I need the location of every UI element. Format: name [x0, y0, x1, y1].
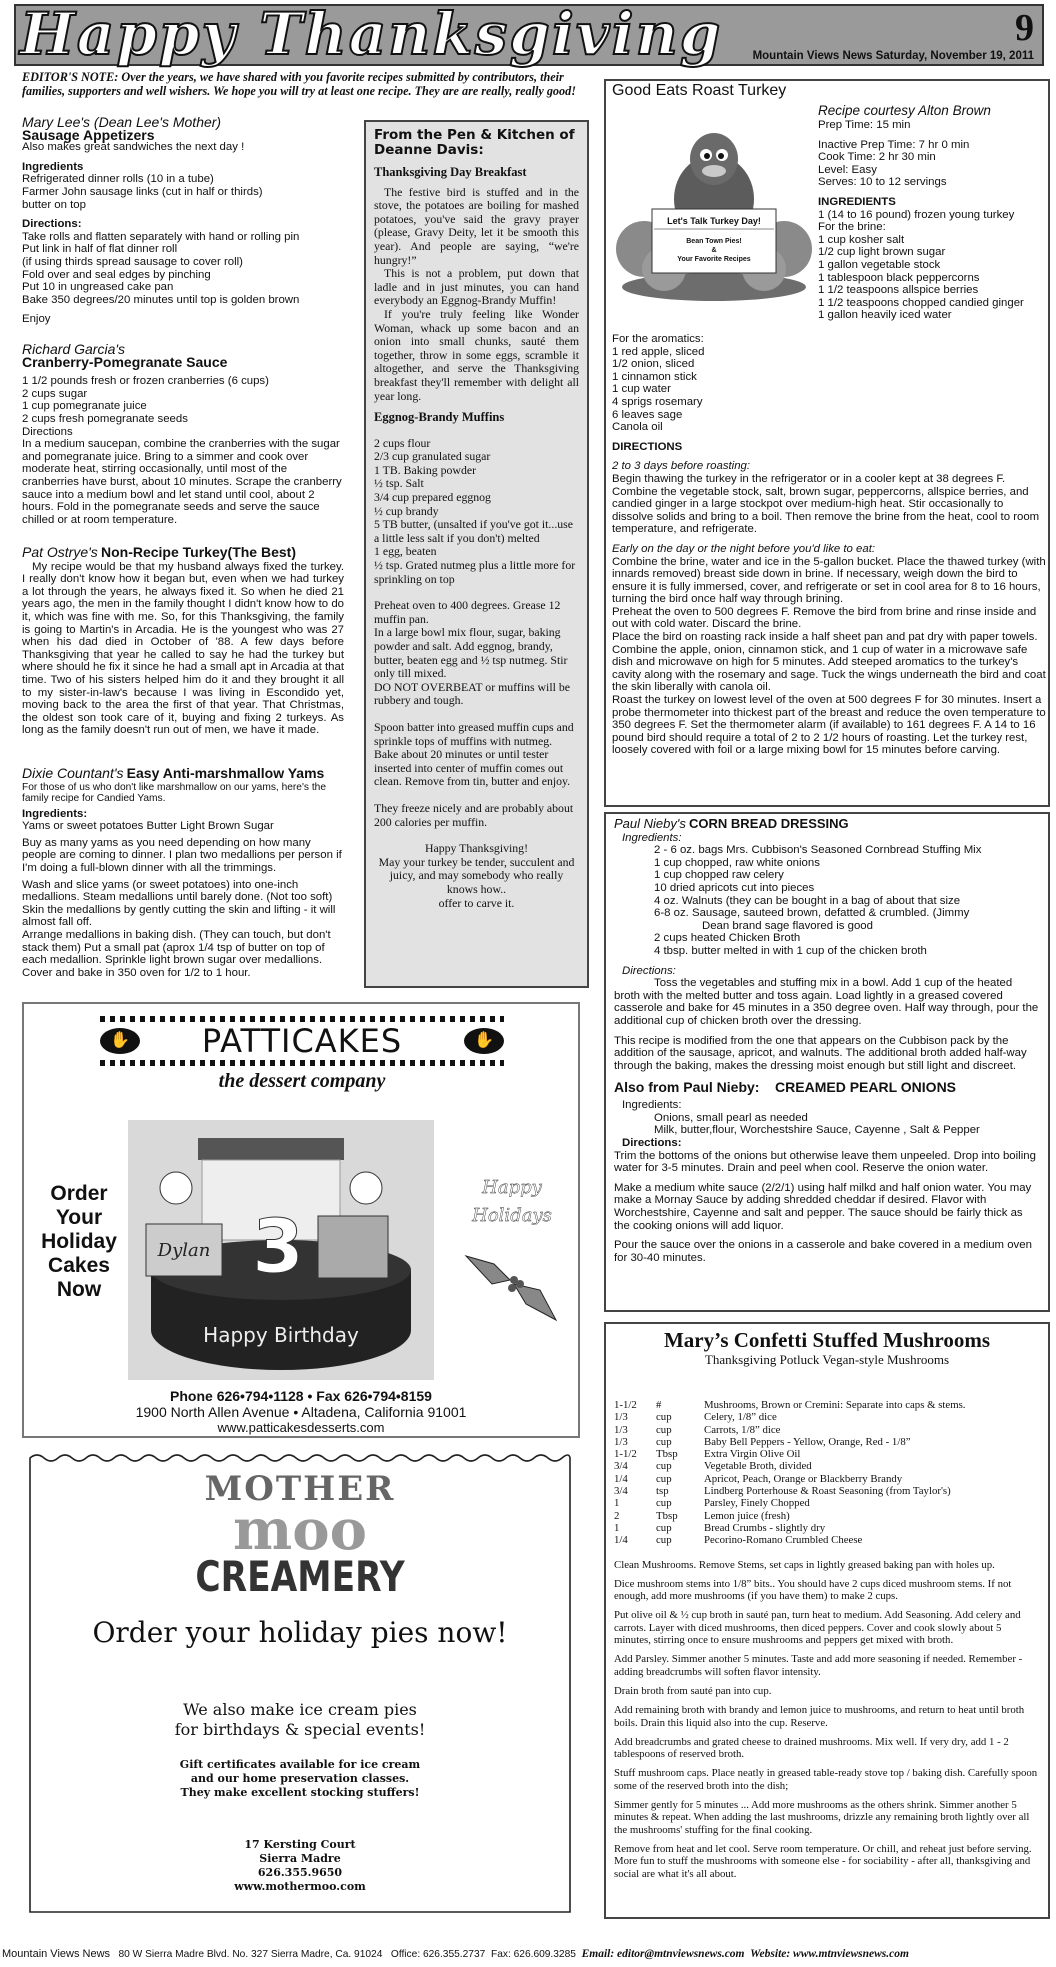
direction: (if using thirds spread sausage to cover roll): [22, 255, 243, 268]
aromatic: 1 red apple, sliced: [612, 345, 705, 358]
ingredient: 4 tbsp. butter melted in with 1 cup of the chicken broth: [654, 944, 927, 957]
unit: cup: [656, 1423, 672, 1436]
ingredient: 1 gallon heavily iced water: [818, 309, 952, 322]
address: 1900 North Allen Avenue • Altadena, California 91001: [135, 1404, 467, 1420]
ingredient: 1 egg, beaten: [374, 544, 437, 559]
hand-icon: ✋: [464, 1028, 504, 1054]
masthead: [14, 0, 1044, 68]
unit: cup: [656, 1411, 672, 1424]
recipe-title: CORN BREAD DRESSING: [689, 816, 849, 831]
quantity: 1/3: [614, 1435, 628, 1448]
ingredient: 1 cup kosher salt: [818, 233, 905, 246]
step: Remove from heat and let cool. Serve room temperature. Or chill, and reheat just before serving. More fun to stuff the mushrooms with someone else - for sociability - after all, thanksgiving and social are what it's all about.: [614, 1842, 1032, 1880]
ingredient-row: [614, 1448, 1040, 1460]
unit: cup: [656, 1521, 672, 1534]
recipe-title: Cranberry-Pomegranate Sauce: [22, 353, 228, 370]
closing-line: Happy Thanksgiving!: [425, 841, 528, 856]
ingredient: 1 (14 to 16 pound) frozen young turkey: [818, 208, 1015, 221]
ingredient: 2 cups flour: [374, 435, 431, 450]
direction: Put link in half of flat dinner roll: [22, 243, 178, 256]
quantity: 1/4: [614, 1534, 628, 1547]
ingredient-table: [614, 1399, 1040, 1547]
subhead: We also make ice cream pies for birthdays & special events!: [174, 1700, 426, 1739]
quantity: 1/3: [614, 1411, 628, 1424]
quantity: 1-1/2: [614, 1448, 637, 1461]
ingredient: Milk, butter,flour, Worchestshire Sauce, Cayenne , Salt & Pepper: [654, 1124, 980, 1137]
ingredients-label: Ingredients:: [622, 1099, 682, 1112]
ingredients-label: Ingredients:: [22, 807, 88, 820]
website-link[interactable]: www.patticakesdesserts.com: [217, 1420, 385, 1435]
footer-fax: Fax: 626.609.3285: [490, 1949, 576, 1960]
ingredient: 10 dried apricots cut into pieces: [654, 881, 815, 894]
yams-recipe: [22, 767, 344, 979]
deanne-davis-box: [364, 120, 589, 988]
ingredient: Dean brand sage flavored is good: [702, 919, 873, 932]
paragraph: This is not a problem, put down that ladle and in just minutes, you can hand everybody an Eggnog-Brandy Muffin!: [374, 266, 579, 308]
ingredient-name: Lemon juice (fresh): [704, 1509, 790, 1522]
happy-holidays-script: Happy Holidays: [472, 1177, 552, 1226]
quantity: 1: [614, 1497, 620, 1510]
ingredient: 3/4 cup prepared eggnog: [374, 490, 491, 505]
svg-text:Bean Town Pies!: Bean Town Pies!: [686, 238, 742, 245]
ingredient: For the brine:: [818, 221, 886, 234]
step: Place the bird on roasting rack inside a half sheet pan and pat dry with paper towels.: [612, 631, 1038, 644]
recipe-title: CREAMED PEARL ONIONS: [775, 1079, 957, 1096]
quantity: 1/4: [614, 1472, 628, 1485]
phone-fax: Phone 626•794•1128 • Fax 626•794•8159: [170, 1388, 432, 1404]
turkey-icon: [614, 109, 814, 309]
quantity: 3/4: [614, 1460, 628, 1473]
turkey-cartoon-image: [614, 109, 814, 309]
page-number: 9: [1015, 7, 1034, 49]
meta-line: Serves: 10 to 12 servings: [818, 176, 947, 189]
ingredient: 2/3 cup granulated sugar: [374, 449, 491, 464]
recipe-author: Pat Ostrye's: [22, 544, 98, 560]
story-text: My recipe would be that my husband always fixed the turkey. I really don't know how it began but, even when we had turkey a lot through the years, he always fixed it. So when he died 21 years ago, the men in the family thought I didn't know how to do it, which was fine with me. So, for this Thanksgiving, the family is going to Martin's in Arcadia. He is the youngest who was 27 when his dad died in October of '88. A few days before Thanksgiving that year he called to say he had the turkey but where should he fix it since he had a small apt in Arcadia at that time. Two of his sisters helped him do it and they brought it all to my sister-in-law's because I was living in Escondido yet, moving back to the area the first of that year. That Christmas, the oldest son took care of it, buying and fixing 2 turkeys. As long as the family doesn't run out of men, we have it made.: [22, 560, 344, 737]
directions-label: Directions: [22, 425, 73, 438]
svg-text:Your Favorite Recipes: Your Favorite Recipes: [677, 256, 751, 263]
ingredients-label: Ingredients: [22, 160, 84, 173]
ingredient-name: Extra Virgin Olive Oil: [704, 1448, 801, 1461]
recipe-title: Non-Recipe Turkey(The Best): [100, 544, 296, 560]
step: Roast the turkey on lowest level of the oven at 500 degrees F for 30 minutes. Insert a probe thermometer into thickest part of the breast and reduce the oven temperature to 350 degrees F. Set the thermometer alarm (if available) to 161 degrees F. A 14 to 16 pound bird should require a total of 2 to 2 1/2 hours of roasting. Let the turkey rest, loosely covered with foil or a large mixing bowl for 15 minutes before carving.: [612, 694, 1046, 757]
recipe-author: Richard Garcia's: [22, 341, 126, 357]
ingredient: 1 1/2 teaspoons chopped candied ginger: [818, 296, 1024, 309]
footer: [0, 1948, 1056, 1960]
svg-text:Dylan: Dylan: [157, 1240, 211, 1261]
website-link[interactable]: www.mtnviewsnews.com: [793, 1948, 909, 1960]
unit: cup: [656, 1460, 672, 1473]
ingredient-name: Mushrooms, Brown or Cremini: Separate into caps & stems.: [704, 1399, 966, 1411]
prep-time: Prep Time: 15 min: [818, 119, 911, 131]
website-label: Website:: [750, 1948, 791, 1960]
step-label: 2 to 3 days before roasting:: [612, 460, 751, 473]
heading-from: Also from Paul Nieby:: [614, 1079, 760, 1096]
closing-line: offer to carve it.: [438, 895, 515, 910]
paragraph: The festive bird is stuffed and in the stove, the potatoes are boiling for mashed potatoes, you've said the gravy prayer (please, Gravy Deity, let it be smooth this year). And people are saying, “we're hungry!”: [374, 184, 579, 267]
ingredient-name: Parsley, Finely Chopped: [704, 1497, 810, 1510]
sausage-recipe: [22, 116, 344, 326]
step: Simmer gently for 5 minutes ... Add more mushrooms as the others shrink. Simmer another 5 minutes & repeat. When adding the last mushrooms, drizzle any remaining broth lightly over all the mushrooms' stuffing for the final cooking.: [614, 1799, 1030, 1836]
order-cakes-text: Order Your Holiday Cakes Now: [41, 1182, 117, 1301]
nonrecipe-turkey: [22, 546, 344, 737]
recipe-intro: For those of us who don't like marshmallow on our yams, here's the family recipe for Candied Yams.: [22, 781, 326, 804]
footer-address: 80 W Sierra Madre Blvd. No. 327 Sierra Madre, Ca. 91024: [118, 1949, 383, 1960]
tagline: the dessert company: [218, 1070, 386, 1092]
ingredient-row: [614, 1473, 1040, 1485]
paragraph: Buy as many yams as you need depending on how many people are coming to dinner. I plan two medallions per person if I'm doing a full-blown dinner with all the trimmings.: [22, 836, 342, 874]
paragraph: Pour the sauce over the onions in a casserole and bake covered in a medium oven for 30-40 minutes.: [614, 1239, 1032, 1264]
unit: cup: [656, 1497, 672, 1510]
direction: Bake 350 degrees/20 minutes until top is golden brown: [22, 293, 300, 306]
svg-text:Let's Talk Turkey Day!: Let's Talk Turkey Day!: [667, 216, 761, 226]
aromatic: For the aromatics:: [612, 333, 704, 345]
ingredient: 2 cups sugar: [22, 387, 88, 400]
ingredients-label: Ingredients:: [622, 831, 682, 844]
directions-text: Toss the vegetables and stuffing mix in a bowl. Add 1 cup of the heated broth with the melted butter and toss again. Load lightly in a greased covered casserole and bake for 45 minutes in a 350 degree oven. Half way through, pour the additional cup of chicken broth over the dressing.: [614, 977, 1039, 1027]
aromatic: 4 sprigs rosemary: [612, 395, 703, 408]
ingredient: 5 TB butter, (unsalted if you've got it...use a little less salt if you don't) melted: [374, 517, 574, 545]
recipe-title: Mary’s Confetti Stuffed Mushrooms: [663, 1328, 991, 1352]
recipe-courtesy: Recipe courtesy Alton Brown: [818, 103, 991, 118]
step: They freeze nicely and are probably about 200 calories per muffin.: [374, 800, 574, 829]
ingredient-name: Bread Crumbs - slightly dry: [704, 1521, 826, 1534]
ingredient: Refrigerated dinner rolls (10 in a tube): [22, 173, 214, 186]
directions-label: Directions:: [622, 1137, 682, 1150]
aromatic: 1/2 onion, sliced: [612, 358, 695, 371]
ingredient-row: [614, 1399, 1040, 1411]
aromatic: 1 cinnamon stick: [612, 370, 697, 383]
stuffed-mushrooms-box: [604, 1322, 1050, 1919]
ingredients-label: INGREDIENTS: [818, 195, 896, 208]
ingredient-name: Lindberg Porterhouse & Roast Seasoning (from Taylor's): [704, 1485, 951, 1498]
ingredient: ½ tsp. Salt: [374, 476, 424, 491]
hand-icon: ✋: [100, 1028, 140, 1054]
breakfast-title: Thanksgiving Day Breakfast: [374, 165, 527, 179]
ingredient: 2 cups heated Chicken Broth: [654, 932, 801, 945]
step: Combine the brine, water and ice in the 5-gallon bucket. Place the thawed turkey (with innards removed) breast side down in brine. If necessary, weigh down the bird to ensure it is fully immersed, cover, and refrigerate or set in cool area for 8 to 16 hours, turning the bird once half way through brining.: [612, 555, 1046, 606]
ingredient-name: Carrots, 1/8” dice: [704, 1423, 781, 1436]
editor-note: EDITOR'S NOTE: Over the years, we have shared with you favorite recipes submitted by contributors, their families, supporters and well wishers. We hope you will try at least one recipe. They are are really, really good!: [22, 70, 576, 98]
step: Put olive oil & ½ cup broth in sauté pan, turn heat to medium. Add Seasoning. Add celery and carrots. Layer with diced mushrooms, then diced peppers. Cover and cook slowly about 5 minutes, stirring once to ensure mushrooms and peppers get mixed with broth.: [614, 1609, 1021, 1647]
step: Drain broth from sauté pan into cup.: [614, 1684, 772, 1697]
paper-name: Mountain Views News: [2, 1948, 111, 1960]
unit: tsp: [656, 1485, 669, 1498]
unit: #: [656, 1399, 662, 1411]
unit: cup: [656, 1472, 672, 1485]
ingredient-row: [614, 1510, 1040, 1522]
birthday-cake-photo: [128, 1120, 434, 1380]
direction: Put 10 in ungreased cake pan: [22, 281, 174, 294]
quantity: 3/4: [614, 1485, 628, 1498]
recipe-author: Mary Lee's (Dean Lee's Mother): [22, 114, 222, 130]
ingredient: 1 1/2 teaspoons allspice berries: [818, 284, 979, 297]
recipe-meta: [818, 103, 1048, 322]
ingredient: 1 cup pomegranate juice: [22, 400, 147, 413]
quantity: 1: [614, 1521, 620, 1534]
footer-office: Office: 626.355.2737: [390, 1949, 486, 1960]
step: Combine the apple, onion, cinnamon stick, and 1 cup of water in a microwave safe dish and microwave on high for 5 minutes. Add steeped aromatics to the turkey's cavity along with the rosemary and sage. Tuck the wings underneath the bird and coat the skin liberally with canola oil.: [612, 643, 1046, 694]
unit: Tbsp: [656, 1509, 678, 1522]
ingredient-row: [614, 1411, 1040, 1423]
aromatic: 6 leaves sage: [612, 408, 683, 421]
muffin-title: Eggnog-Brandy Muffins: [374, 410, 505, 425]
recipe-author: Dixie Countant's: [22, 765, 124, 781]
step: DO NOT OVERBEAT or muffins will be rubbery and tough.: [374, 679, 570, 708]
ingredient: 2 - 6 oz. bags Mrs. Cubbison's Seasoned Cornbread Stuffing Mix: [654, 844, 982, 857]
svg-text:&: &: [711, 247, 717, 254]
directions-label: Directions:: [22, 218, 82, 231]
svg-text:3: 3: [252, 1204, 304, 1290]
directions-label: DIRECTIONS: [612, 440, 683, 453]
ingredient: Farmer John sausage links (cut in half or thirds): [22, 185, 263, 198]
email-label: Email:: [581, 1948, 615, 1960]
step: Preheat oven to 400 degrees. Grease 12 muffin pan.: [374, 598, 561, 626]
brand-name: PATTICAKES: [201, 1022, 403, 1060]
recipe-title: Sausage Appetizers: [22, 126, 155, 143]
patticakes-logo: [100, 1016, 504, 1093]
unit: Tbsp: [656, 1448, 678, 1461]
step: Dice mushroom stems into 1/8” bits.. You should have 2 cups diced mushroom stems. If not enough, add more mushrooms (if you have them) to make 2 cups.: [614, 1577, 1012, 1603]
aromatic: 1 cup water: [612, 383, 671, 396]
dateline: Mountain Views News Saturday, November 19, 2011: [752, 50, 1034, 62]
recipe-subtitle: Also makes great sandwiches the next day !: [22, 141, 245, 154]
ingredient-name: Apricot, Peach, Orange or Blackberry Brandy: [704, 1472, 903, 1485]
ingredient-name: Pecorino-Romano Crumbled Cheese: [704, 1534, 863, 1547]
cranberry-recipe: [22, 343, 344, 526]
meta-line: Inactive Prep Time: 7 hr 0 min: [818, 138, 970, 151]
meta-line: Level: Easy: [818, 163, 877, 176]
quantity: 1/3: [614, 1423, 628, 1436]
box-heading: From the Pen & Kitchen of Deanne Davis:: [374, 127, 575, 158]
paragraph: If you're truly feeling like Wonder Woman, whack up some bacon and an onion into small chunks, sauté them together, throw in some eggs, scramble it altogether, and serve the Thanksgiving breakfast they'll remember with delight all year long.: [374, 306, 579, 403]
ingredient: 6-8 oz. Sausage, sauteed brown, defatted & crumbled. (Jimmy: [654, 907, 970, 920]
direction: Take rolls and flatten separately with hand or rolling pin: [22, 230, 300, 243]
ingredient: 2 cups fresh pomegranate seeds: [22, 412, 188, 425]
step: Stuff mushroom caps. Place neatly in greased table-ready stove top / baking dish. Carefully spoon some of the reserved broth into the dish;: [614, 1767, 1038, 1792]
paragraph: Wash and slice yams (or sweet potatoes) into one-inch medallions. Steam medallions until barely done. (Not too soft) Skin the medallions by gently cutting the skin and lifting - it will almost fall off.: [22, 878, 336, 929]
closing-line: May your turkey be tender, succulent and juicy, and may somebody who really knows how..: [378, 854, 575, 896]
roast-turkey-box: [604, 79, 1050, 807]
quantity: 2: [614, 1509, 620, 1522]
mother-moo-logo: MOTHER moo CREAMERY: [195, 1469, 405, 1601]
ingredient: ½ cup brandy: [374, 503, 439, 518]
svg-text:Happy Birthday: Happy Birthday: [203, 1323, 359, 1347]
meta-line: Cook Time: 2 hr 30 min: [818, 151, 936, 164]
ingredient: ½ tsp. Grated nutmeg plus a little more for sprinkling on top: [374, 558, 576, 586]
step: Add Parsley. Simmer another 5 minutes. Taste and add more seasoning if needed. Remember - adding breadcrumbs will soften flavor intensity.: [614, 1653, 1023, 1678]
step-label: Early on the day or the night before you'd like to eat:: [612, 542, 876, 555]
ingredient: 1 cup chopped raw celery: [654, 869, 784, 882]
email-link[interactable]: editor@mtnviewsnews.com: [617, 1948, 745, 1960]
directions-label: Directions:: [622, 964, 676, 977]
ingredient-row: [614, 1460, 1040, 1472]
recipe-title: Easy Anti-marshmallow Yams: [126, 765, 325, 781]
step: In a large bowl mix flour, sugar, baking powder and salt. Add eggnog, brandy, butter, beaten egg and ½ tsp nutmeg. Stir only till mixed.: [374, 625, 568, 681]
ingredient: 4 oz. Walnuts (they can be bought in a bag of about that size: [654, 894, 961, 907]
directions-text: In a medium saucepan, combine the cranberries with the sugar and pomegranate juice. Bring to a simmer and cook over moderate heat, stirring occasionally, until most of the cranberries have burst, about 10 minutes. Scrape the cranberry sauce into a medium bowl and let stand until cool, about 2 hours. Fold in the pomegranate seeds and serve the sauce chilled or at room temperature.: [22, 438, 342, 526]
step: Spoon batter into greased muffin cups and sprinkle tops of muffins with nutmeg. Bake about 20 minutes or until tester inserted into center of muffin comes out clean. Remove from tin, butter and enjoy.: [374, 719, 574, 789]
ingredient-name: Celery, 1/8” dice: [704, 1411, 777, 1424]
ingredient-row: [614, 1534, 1040, 1546]
recipe-author: Paul Nieby's: [614, 816, 686, 831]
ingredient: 1 tablespoon black peppercorns: [818, 271, 980, 284]
quantity: 1-1/2: [614, 1399, 637, 1411]
ingredient: 1/2 cup light brown sugar: [818, 246, 946, 259]
step: Add breadcrumbs and grated cheese to drained mushrooms. Mix well. If very dry, add 1 - 2 tablespoons of reserved broth.: [614, 1735, 1009, 1761]
ingredient: 1 gallon vegetable stock: [818, 258, 941, 271]
headline: Order your holiday pies now!: [92, 1616, 508, 1649]
direction: Fold over and seal edges by pinching: [22, 268, 211, 281]
cornbread-dressing-box: [604, 812, 1050, 1312]
website-link[interactable]: www.mothermoo.com: [234, 1880, 366, 1893]
ingredient: 1 TB. Baking powder: [374, 462, 477, 477]
paragraph: Arrange medallions in baking dish. (They can touch, but don't stack them) Put a small pat (aprox 1/4 tsp of butter on top of each medallion. Sprinkle light brown sugar over medallions. Cover and bake in 350 oven for 1/2 to 1 hour.: [22, 928, 331, 979]
step: Add remaining broth with brandy and lemon juice to mushrooms, and return to heat until broth boils. Drain this liquid also into the cup. Reserve.: [614, 1704, 1025, 1729]
ingredient-row: [614, 1424, 1040, 1436]
step: Begin thawing the turkey in the refrigerator or in a cooler kept at 38 degrees F.: [612, 472, 1006, 485]
holly-icon: [464, 1250, 560, 1331]
gift-certificates: Gift certificates available for ice cream and our home preservation classes. They make excellent stocking stuffers!: [179, 1758, 421, 1799]
patticakes-contact: [24, 1388, 578, 1435]
aromatics-and-directions: [612, 333, 1046, 757]
ingredient-row: [614, 1485, 1040, 1497]
patticakes-ad[interactable]: [22, 1002, 580, 1438]
recipe-note: This recipe is modified from the one that appears on the Cubbison pack by the addition of the sausage, apricot, and walnuts. The additional broth added half-way through the baking, makes the dressing moist enough but still light and discreet.: [614, 1034, 1027, 1072]
ingredients-text: Yams or sweet potatoes Butter Light Brown Sugar: [22, 820, 274, 833]
ingredient: 1 cup chopped, raw white onions: [654, 856, 820, 869]
step: Clean Mushrooms. Remove Stems, set caps in lightly greased baking pan with holes up.: [614, 1558, 995, 1571]
aromatic: Canola oil: [612, 421, 663, 434]
ingredient-name: Vegetable Broth, divided: [704, 1460, 812, 1473]
paragraph: Trim the bottoms of the onions but otherwise leave them unpeeled. Drop into boiling water for 3-5 minutes. Drain and peel when cool. Reserve the onion water.: [614, 1149, 1036, 1175]
mother-moo-contact: 17 Kersting Court Sierra Madre 626.355.9650 www.mothermoo.com: [24, 1838, 576, 1894]
ingredient: 1 1/2 pounds fresh or frozen cranberries (6 cups): [22, 375, 269, 388]
ingredient-row: [614, 1522, 1040, 1534]
ingredient: butter on top: [22, 198, 86, 211]
recipe-subtitle: Thanksgiving Potluck Vegan-style Mushrooms: [704, 1352, 950, 1367]
masthead-title: Happy Thanksgiving: [20, 0, 723, 68]
unit: cup: [656, 1534, 672, 1547]
recipe-title: Good Eats Roast Turkey: [612, 82, 787, 99]
step: Combine the vegetable stock, salt, brown sugar, peppercorns, allspice berries, and candied ginger in a large stockpot over medium-high heat. Stir occasionally to dissolve solids and bring to a boil. Then remove the brine from the heat, cool to room temperature, and refrigerate.: [612, 485, 1040, 536]
closing: Enjoy: [22, 313, 51, 326]
ingredient-row: [614, 1497, 1040, 1509]
unit: cup: [656, 1435, 672, 1448]
steps-list: [614, 1559, 1040, 1880]
ingredient: Onions, small pearl as needed: [654, 1111, 808, 1124]
paragraph: Make a medium white sauce (2/2/1) using half milkd and half onion water. You may make a Mornay Sauce by adding shredded cheddar if desired. Flavor with Worchestshire, Cayenne and salt and pepper. The sauce should be fairly thick as the cooking onions will add liquor.: [614, 1181, 1032, 1232]
ingredient-name: Baby Bell Peppers - Yellow, Orange, Red - 1/8”: [704, 1435, 911, 1448]
mother-moo-ad[interactable]: [24, 1452, 576, 1918]
ingredient-row: [614, 1436, 1040, 1448]
step: Preheat the oven to 500 degrees F. Remove the bird from brine and rinse inside and out with cold water. Discard the brine.: [612, 605, 1037, 631]
